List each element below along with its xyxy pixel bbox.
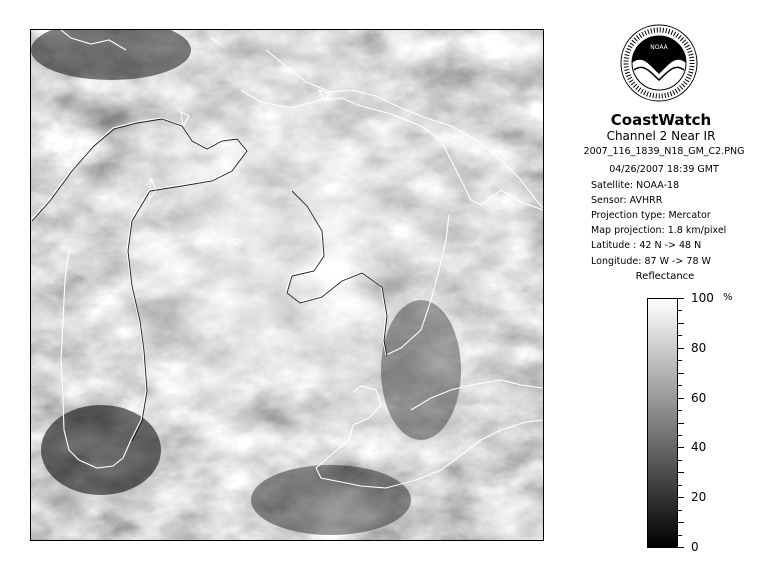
satellite-label: Satellite: NOAA-18 — [591, 180, 680, 191]
noaa-logo-text: NOAA — [650, 44, 668, 51]
colorbar-tick — [678, 423, 684, 424]
colorbar-tick — [678, 510, 682, 511]
colorbar-tick — [678, 522, 684, 523]
colorbar-tick-label: 80 — [691, 341, 707, 355]
map-projection-label: Map projection: 1.8 km/pixel — [591, 225, 727, 236]
colorbar-tick — [678, 360, 682, 361]
colorbar-tick — [678, 398, 684, 399]
colorbar-tick — [678, 298, 684, 299]
colorbar-tick-label: 40 — [691, 440, 707, 454]
datetime-label: 04/26/2007 18:39 GMT — [609, 164, 719, 175]
colorbar-tick — [678, 435, 682, 436]
colorbar-tick-label: 60 — [691, 391, 707, 405]
colorbar-unit: % — [723, 292, 733, 303]
longitude-label: Longitude: 87 W -> 78 W — [591, 256, 711, 267]
filename-label: 2007_116_1839_N18_GM_C2.PNG — [583, 146, 745, 157]
satellite-image-map — [30, 29, 544, 541]
colorbar-tick — [678, 348, 684, 349]
colorbar-tick — [678, 485, 682, 486]
reflectance-colorbar — [647, 298, 678, 548]
colorbar-tick — [678, 410, 682, 411]
colorbar-tick-label: 100 — [691, 291, 714, 305]
colorbar-tick — [678, 497, 684, 498]
colorbar-tick — [678, 472, 684, 473]
dark-clear-region-east — [381, 300, 461, 440]
colorbar-tick — [678, 460, 682, 461]
colorbar-tick — [678, 547, 684, 548]
channel-subtitle: Channel 2 Near IR — [606, 129, 716, 143]
colorbar-tick — [678, 535, 682, 536]
colorbar-tick-label: 0 — [691, 540, 699, 554]
map-canvas — [31, 30, 543, 540]
projection-type-label: Projection type: Mercator — [591, 210, 711, 221]
app-title: CoastWatch — [610, 111, 712, 129]
colorbar-tick — [678, 373, 684, 374]
noaa-seal-icon — [620, 24, 698, 102]
latitude-label: Latitude : 42 N -> 48 N — [591, 240, 702, 251]
colorbar-tick — [678, 323, 684, 324]
dark-clear-region-south — [251, 465, 411, 535]
sensor-label: Sensor: AVHRR — [591, 195, 663, 206]
colorbar-tick — [678, 335, 682, 336]
colorbar-tick — [678, 447, 684, 448]
colorbar-title: Reflectance — [635, 271, 695, 282]
colorbar-tick-label: 20 — [691, 490, 707, 504]
noaa-logo — [620, 24, 698, 102]
colorbar-tick — [678, 310, 682, 311]
colorbar-tick — [678, 385, 682, 386]
dark-clear-region — [41, 405, 161, 495]
